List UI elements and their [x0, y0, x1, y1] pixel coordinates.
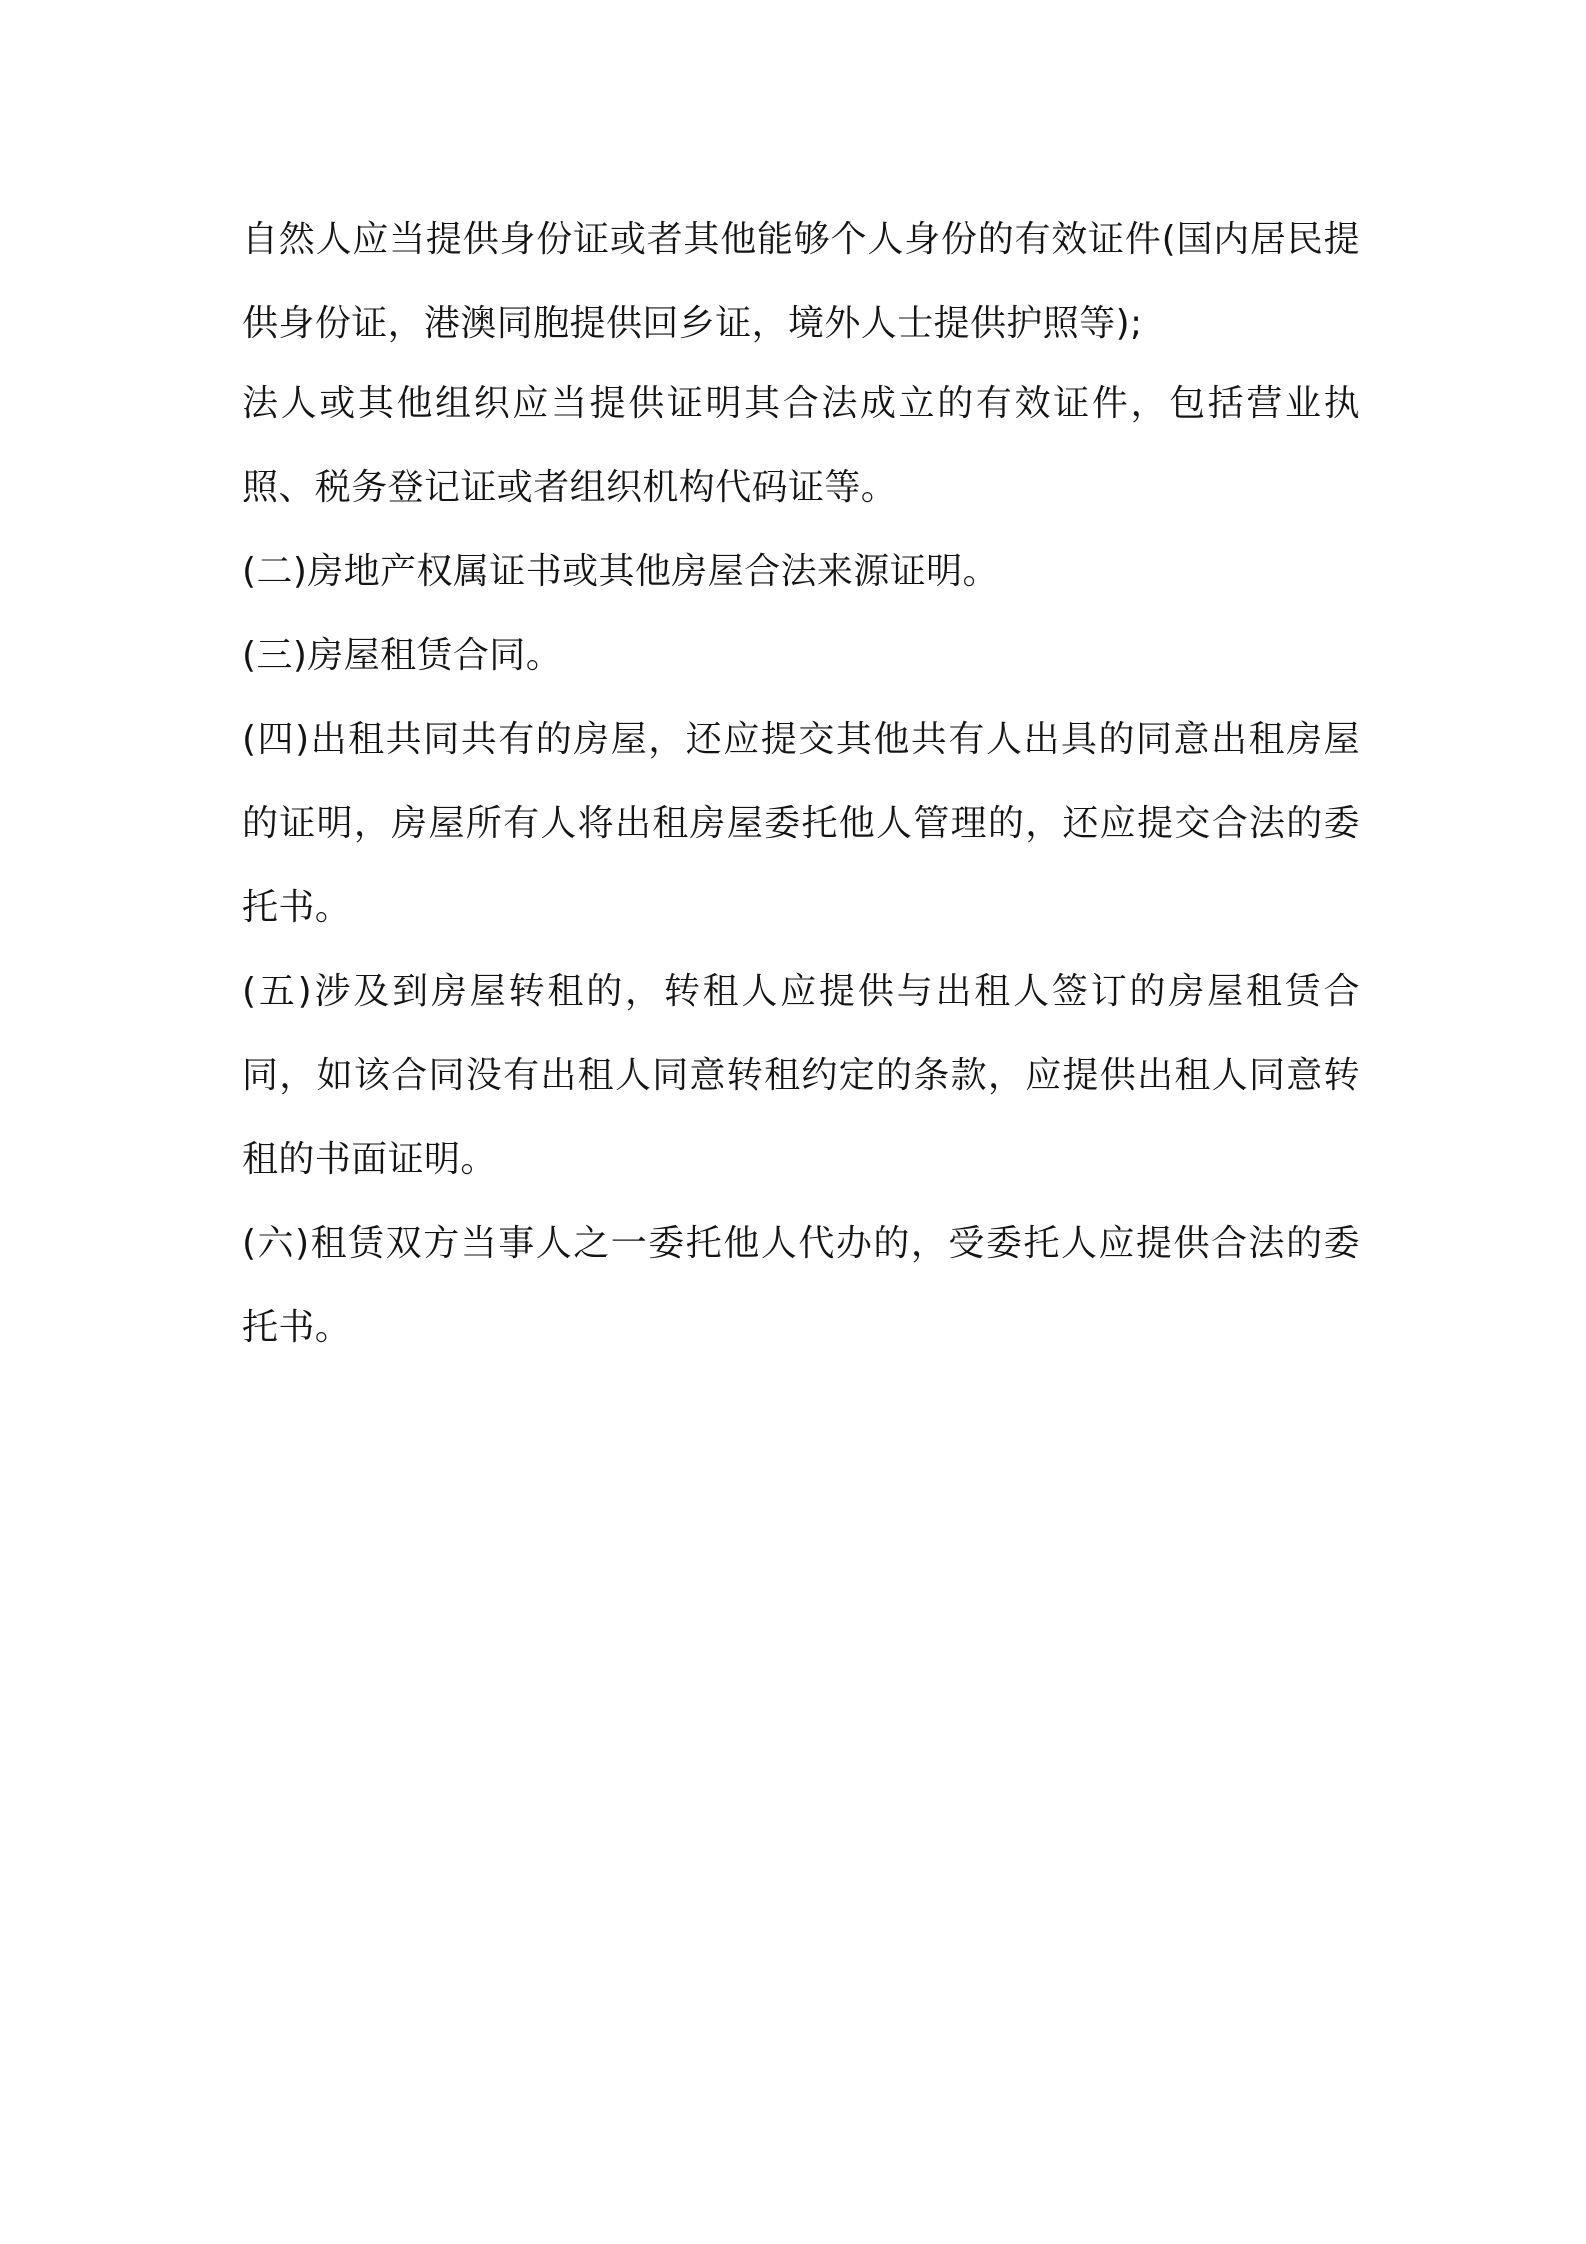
paragraph-item-6: (六)租赁双方当事人之一委托他人代办的，受委托人应提供合法的委托书。 — [242, 1223, 1360, 1348]
paragraph-item-4: (四)出租共同共有的房屋，还应提交其他共有人出具的同意出租房屋的证明，房屋所有人将出租房屋委托他人管理的，还应提交合法的委托书。 — [242, 719, 1360, 928]
document-body — [242, 198, 1360, 1370]
paragraph-legal-entity-docs: 法人或其他组织应当提供证明其合法成立的有效证件，包括营业执照、税务登记证或者组织机构代码证等。 — [242, 383, 1360, 508]
paragraph-item-5: (五)涉及到房屋转租的，转租人应提供与出租人签订的房屋租赁合同，如该合同没有出租人同意转租约定的条款，应提供出租人同意转租的书面证明。 — [242, 971, 1360, 1180]
paragraph-item-3: (三)房屋租赁合同。 — [242, 635, 563, 676]
paragraph-natural-person-id: 自然人应当提供身份证或者其他能够个人身份的有效证件(国内居民提供身份证，港澳同胞提供回乡证，境外人士提供护照等); — [242, 219, 1360, 344]
paragraph-item-2: (二)房地产权属证书或其他房屋合法来源证明。 — [242, 551, 999, 592]
